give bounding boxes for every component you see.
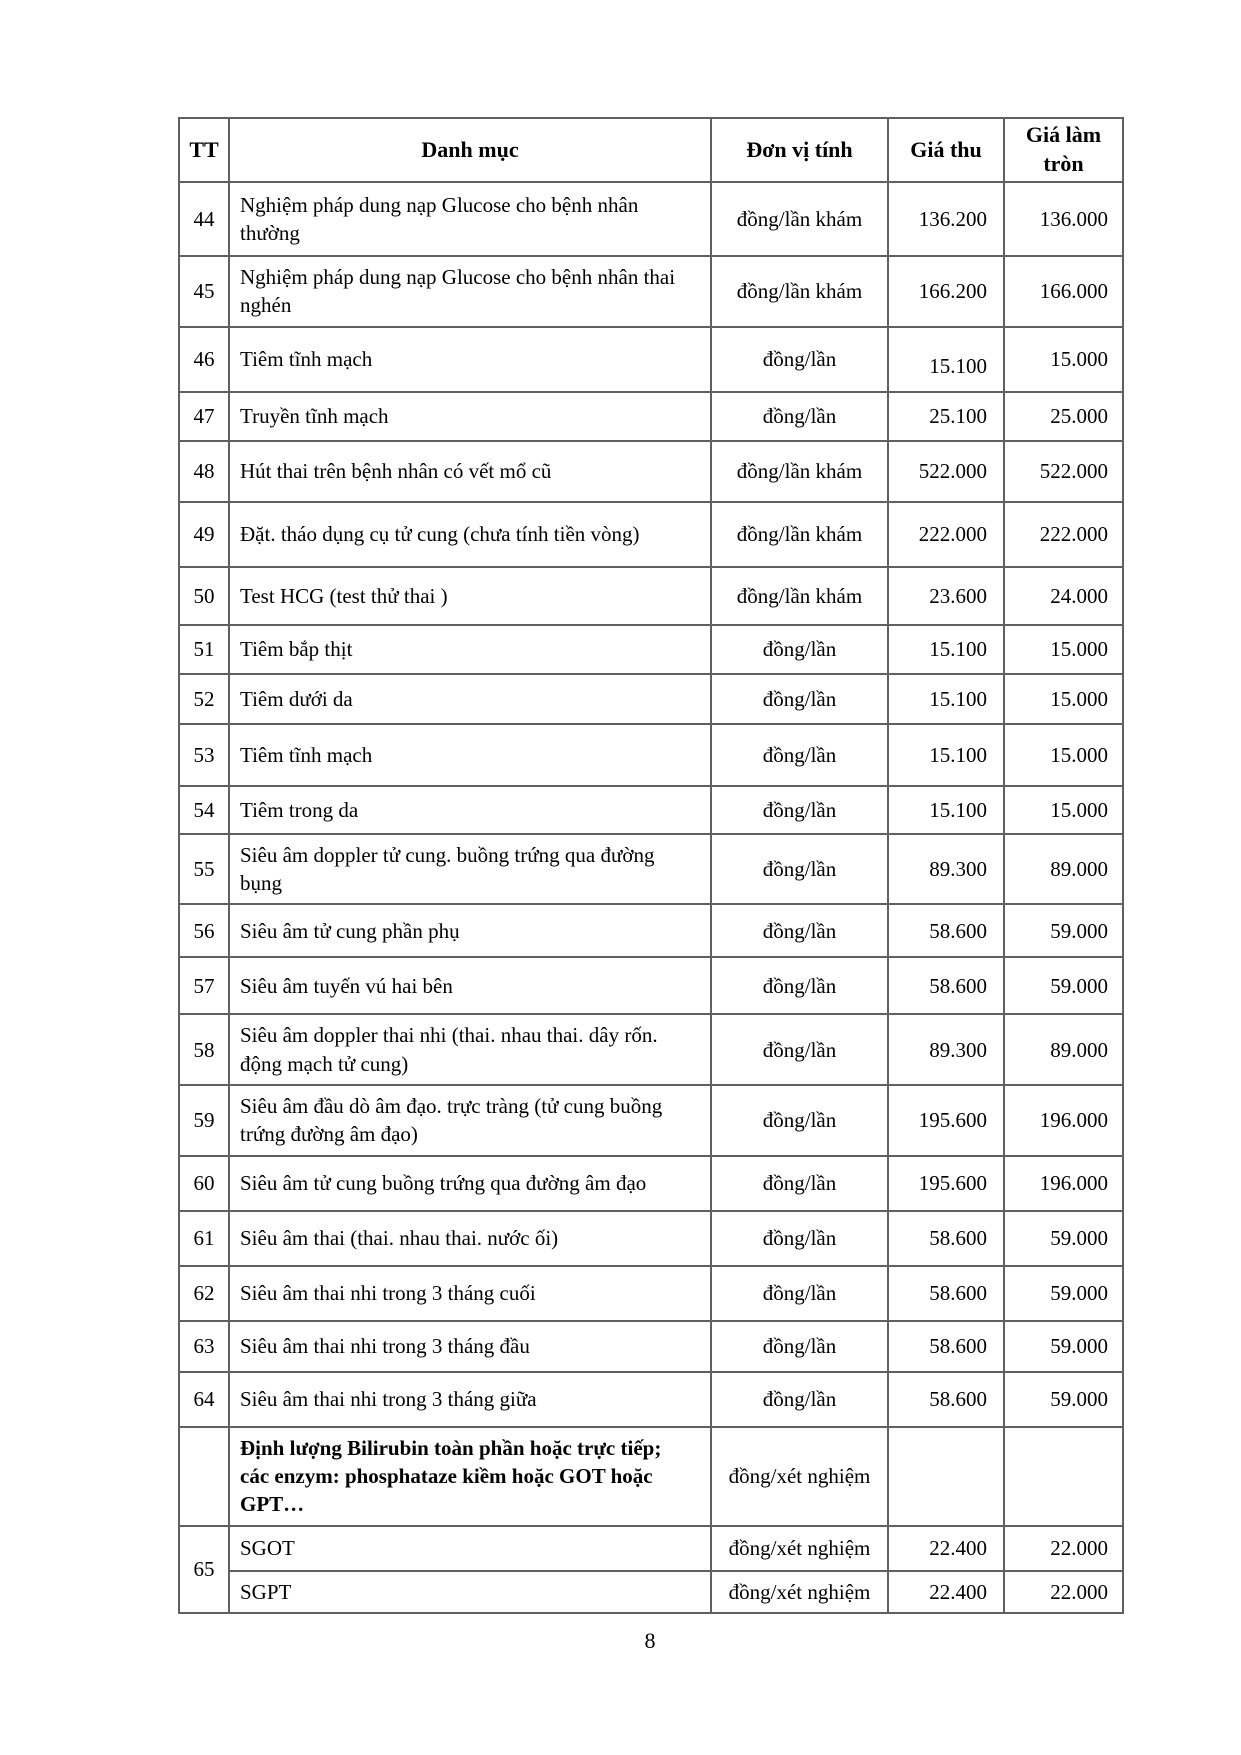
item-unit: đồng/lần xyxy=(711,1321,888,1372)
table-row xyxy=(179,1321,1123,1372)
item-unit: đồng/lần khám xyxy=(711,256,888,327)
table-row xyxy=(179,1014,1123,1085)
table-row xyxy=(179,1085,1123,1156)
item-unit: đồng/lần xyxy=(711,1266,888,1321)
item-unit: đồng/lần xyxy=(711,1014,888,1085)
table-row xyxy=(179,904,1123,957)
item-unit: đồng/lần khám xyxy=(711,182,888,256)
table-row xyxy=(179,834,1123,905)
item-name: Đặt. tháo dụng cụ tử cung (chưa tính tiền vòng) xyxy=(229,502,711,567)
item-unit: đồng/lần xyxy=(711,786,888,834)
item-price: 15.100 xyxy=(888,674,1004,724)
item-price: 136.200 xyxy=(888,182,1004,256)
item-unit: đồng/lần xyxy=(711,724,888,786)
header-price: Giá thu xyxy=(888,118,1004,182)
item-name: Hút thai trên bệnh nhân có vết mổ cũ xyxy=(229,441,711,502)
header-row xyxy=(179,118,1123,182)
row-number: 57 xyxy=(179,957,229,1014)
table-row xyxy=(179,256,1123,327)
item-price: 195.600 xyxy=(888,1156,1004,1211)
row-number: 47 xyxy=(179,392,229,441)
item-unit: đồng/lần xyxy=(711,1211,888,1266)
item-unit: đồng/lần xyxy=(711,625,888,674)
row-number: 54 xyxy=(179,786,229,834)
item-rounded-price: 89.000 xyxy=(1004,1014,1123,1085)
item-rounded-price: 15.000 xyxy=(1004,625,1123,674)
table-row xyxy=(179,625,1123,674)
table-row xyxy=(179,1266,1123,1321)
item-name: Tiêm bắp thịt xyxy=(229,625,711,674)
item-price: 522.000 xyxy=(888,441,1004,502)
item-price: 22.400 xyxy=(888,1526,1004,1571)
item-name: Định lượng Bilirubin toàn phần hoặc trực tiếp; các enzym: phosphataze kiềm hoặc GOT hoặc GPT… xyxy=(229,1427,711,1526)
table-row xyxy=(179,1427,1123,1526)
row-number: 53 xyxy=(179,724,229,786)
item-rounded-price: 59.000 xyxy=(1004,957,1123,1014)
item-unit: đồng/lần xyxy=(711,1156,888,1211)
item-unit: đồng/lần xyxy=(711,834,888,905)
item-unit: đồng/lần xyxy=(711,1372,888,1427)
item-price: 89.300 xyxy=(888,1014,1004,1085)
item-name: Siêu âm tuyến vú hai bên xyxy=(229,957,711,1014)
item-name: Tiêm dưới da xyxy=(229,674,711,724)
item-rounded-price: 136.000 xyxy=(1004,182,1123,256)
item-price: 15.100 xyxy=(888,625,1004,674)
item-price: 89.300 xyxy=(888,834,1004,905)
item-price: 58.600 xyxy=(888,1266,1004,1321)
price-table xyxy=(178,117,1124,1614)
table-row xyxy=(179,1156,1123,1211)
item-rounded-price: 196.000 xyxy=(1004,1156,1123,1211)
item-unit: đồng/lần khám xyxy=(711,441,888,502)
item-price xyxy=(888,1427,1004,1526)
table-row xyxy=(179,957,1123,1014)
item-price: 15.100 xyxy=(888,327,1004,392)
item-rounded-price: 59.000 xyxy=(1004,1211,1123,1266)
item-unit: đồng/lần khám xyxy=(711,567,888,625)
item-price: 58.600 xyxy=(888,1372,1004,1427)
item-rounded-price: 15.000 xyxy=(1004,724,1123,786)
item-rounded-price: 59.000 xyxy=(1004,1321,1123,1372)
item-name: Nghiệm pháp dung nạp Glucose cho bệnh nhân thường xyxy=(229,182,711,256)
row-number: 65 xyxy=(179,1526,229,1613)
table-row xyxy=(179,441,1123,502)
row-number: 50 xyxy=(179,567,229,625)
table-row xyxy=(179,182,1123,256)
row-number: 63 xyxy=(179,1321,229,1372)
price-table-body xyxy=(179,182,1123,1613)
row-number: 55 xyxy=(179,834,229,905)
item-name: Siêu âm thai nhi trong 3 tháng giữa xyxy=(229,1372,711,1427)
item-rounded-price: 15.000 xyxy=(1004,786,1123,834)
row-number: 52 xyxy=(179,674,229,724)
item-rounded-price: 166.000 xyxy=(1004,256,1123,327)
item-name: Siêu âm thai nhi trong 3 tháng đầu xyxy=(229,1321,711,1372)
header-name: Danh mục xyxy=(229,118,711,182)
row-number: 60 xyxy=(179,1156,229,1211)
item-rounded-price: 59.000 xyxy=(1004,1266,1123,1321)
item-price: 15.100 xyxy=(888,724,1004,786)
item-unit: đồng/xét nghiệm xyxy=(711,1427,888,1526)
item-price: 222.000 xyxy=(888,502,1004,567)
item-price: 58.600 xyxy=(888,1321,1004,1372)
item-unit: đồng/lần xyxy=(711,1085,888,1156)
item-name: Tiêm tĩnh mạch xyxy=(229,724,711,786)
item-rounded-price xyxy=(1004,1427,1123,1526)
row-number: 59 xyxy=(179,1085,229,1156)
item-name: Tiêm tĩnh mạch xyxy=(229,327,711,392)
item-rounded-price: 59.000 xyxy=(1004,904,1123,957)
header-unit: Đơn vị tính xyxy=(711,118,888,182)
item-rounded-price: 25.000 xyxy=(1004,392,1123,441)
item-unit: đồng/lần xyxy=(711,327,888,392)
item-name: Siêu âm tử cung buồng trứng qua đường âm đạo xyxy=(229,1156,711,1211)
item-rounded-price: 24.000 xyxy=(1004,567,1123,625)
item-unit: đồng/lần xyxy=(711,392,888,441)
table-row xyxy=(179,786,1123,834)
item-rounded-price: 59.000 xyxy=(1004,1372,1123,1427)
table-row xyxy=(179,392,1123,441)
item-name: Siêu âm doppler tử cung. buồng trứng qua đường bụng xyxy=(229,834,711,905)
table-row xyxy=(179,1211,1123,1266)
table-row xyxy=(179,724,1123,786)
header-tt: TT xyxy=(179,118,229,182)
row-number: 48 xyxy=(179,441,229,502)
item-name: SGOT xyxy=(229,1526,711,1571)
table-row xyxy=(179,1372,1123,1427)
table-row xyxy=(179,674,1123,724)
table-header xyxy=(179,118,1123,182)
item-price: 23.600 xyxy=(888,567,1004,625)
row-number: 62 xyxy=(179,1266,229,1321)
item-name: Truyền tĩnh mạch xyxy=(229,392,711,441)
item-unit: đồng/xét nghiệm xyxy=(711,1526,888,1571)
row-number xyxy=(179,1427,229,1526)
row-number: 44 xyxy=(179,182,229,256)
row-number: 45 xyxy=(179,256,229,327)
item-price: 22.400 xyxy=(888,1571,1004,1613)
row-number: 61 xyxy=(179,1211,229,1266)
item-name: SGPT xyxy=(229,1571,711,1613)
item-rounded-price: 15.000 xyxy=(1004,327,1123,392)
item-price: 166.200 xyxy=(888,256,1004,327)
item-rounded-price: 89.000 xyxy=(1004,834,1123,905)
item-name: Siêu âm thai (thai. nhau thai. nước ối) xyxy=(229,1211,711,1266)
item-unit: đồng/lần khám xyxy=(711,502,888,567)
item-rounded-price: 22.000 xyxy=(1004,1526,1123,1571)
item-name: Tiêm trong da xyxy=(229,786,711,834)
item-price: 58.600 xyxy=(888,904,1004,957)
item-price: 58.600 xyxy=(888,1211,1004,1266)
item-unit: đồng/xét nghiệm xyxy=(711,1571,888,1613)
row-number: 56 xyxy=(179,904,229,957)
table-row xyxy=(179,1571,1123,1613)
item-unit: đồng/lần xyxy=(711,904,888,957)
row-number: 46 xyxy=(179,327,229,392)
table-row xyxy=(179,567,1123,625)
item-rounded-price: 196.000 xyxy=(1004,1085,1123,1156)
item-name: Siêu âm tử cung phần phụ xyxy=(229,904,711,957)
item-price: 195.600 xyxy=(888,1085,1004,1156)
item-rounded-price: 15.000 xyxy=(1004,674,1123,724)
row-number: 64 xyxy=(179,1372,229,1427)
row-number: 49 xyxy=(179,502,229,567)
item-rounded-price: 522.000 xyxy=(1004,441,1123,502)
table-row xyxy=(179,1526,1123,1571)
page-number: 8 xyxy=(644,1628,656,1653)
item-price: 25.100 xyxy=(888,392,1004,441)
item-name: Siêu âm đầu dò âm đạo. trực tràng (tử cung buồng trứng đường âm đạo) xyxy=(229,1085,711,1156)
item-name: Test HCG (test thử thai ) xyxy=(229,567,711,625)
row-number: 51 xyxy=(179,625,229,674)
header-rounded: Giá làm tròn xyxy=(1004,118,1123,182)
item-unit: đồng/lần xyxy=(711,674,888,724)
row-number: 58 xyxy=(179,1014,229,1085)
item-rounded-price: 222.000 xyxy=(1004,502,1123,567)
table-row xyxy=(179,327,1123,392)
item-name: Siêu âm doppler thai nhi (thai. nhau thai. dây rốn. động mạch tử cung) xyxy=(229,1014,711,1085)
item-name: Siêu âm thai nhi trong 3 tháng cuối xyxy=(229,1266,711,1321)
item-price: 58.600 xyxy=(888,957,1004,1014)
item-name: Nghiệm pháp dung nạp Glucose cho bệnh nhân thai nghén xyxy=(229,256,711,327)
item-rounded-price: 22.000 xyxy=(1004,1571,1123,1613)
item-unit: đồng/lần xyxy=(711,957,888,1014)
table-row xyxy=(179,502,1123,567)
item-price: 15.100 xyxy=(888,786,1004,834)
